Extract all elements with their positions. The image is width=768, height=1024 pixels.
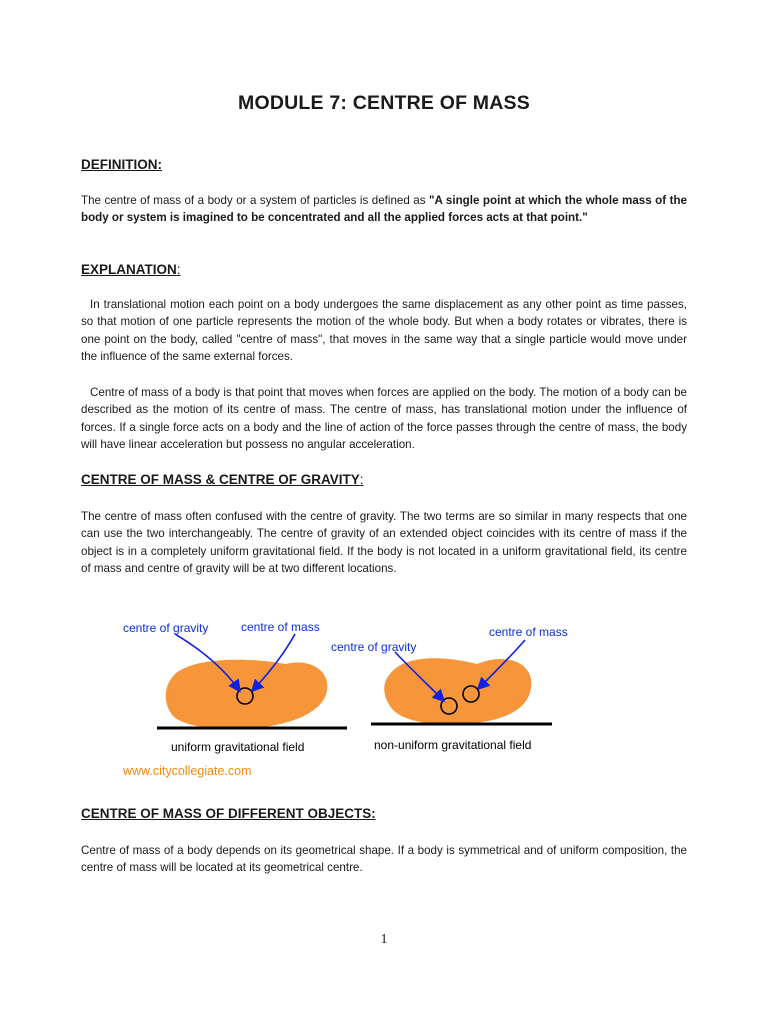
com-cog-paragraph: The centre of mass often confused with the centre of gravity. The two terms are so similar in many respects that one can use the two interchangeably. The centre of gravity of an extended object coincides with its centre of mass if the object is in a completely uniform gravitational field. If the body is not located in a uniform gravitational field, its centre of mass and centre of gravity will be at two different locations. bbox=[81, 510, 687, 576]
right-body-blob bbox=[384, 658, 531, 724]
different-objects-heading: CENTRE OF MASS OF DIFFERENT OBJECTS: bbox=[81, 806, 376, 821]
right-caption: non-uniform gravitational field bbox=[374, 738, 532, 752]
explanation-heading-colon: : bbox=[176, 262, 181, 277]
different-objects-paragraph: Centre of mass of a body depends on its geometrical shape. If a body is symmetrical and of uniform composition, the centre of mass will be located at its geometrical centre. bbox=[81, 844, 687, 875]
left-cog-label: centre of gravity bbox=[123, 621, 209, 635]
left-com-label: centre of mass bbox=[241, 620, 320, 634]
right-com-label: centre of mass bbox=[489, 625, 568, 639]
page-number: 1 bbox=[380, 932, 388, 947]
definition-bold-text: "A single point at which the whole mass of the body or system is imagined to be concentrated and all the applied forces acts at that point." bbox=[81, 194, 687, 225]
definition-paragraph bbox=[81, 192, 687, 227]
left-caption: uniform gravitational field bbox=[171, 740, 305, 754]
explanation-paragraph-1: In translational motion each point on a body undergoes the same displacement as any other point as time passes, so that motion of one particle represents the motion of the whole body. But when a body rotates or vibrates, there is one point on the body, called "centre of mass", that moves in the same way that a single particle would move under the influence of the same external forces. bbox=[81, 298, 687, 364]
source-url: www.citycollegiate.com bbox=[123, 764, 252, 778]
com-cog-diagram bbox=[105, 612, 595, 784]
com-cog-heading bbox=[81, 472, 364, 487]
page-title: MODULE 7: CENTRE OF MASS bbox=[238, 92, 530, 114]
explanation-paragraph-2: Centre of mass of a body is that point that moves when forces are applied on the body. The motion of a body can be described as the motion of its centre of mass. The centre of mass, has translational motion under the influence of forces. If a single force acts on a body and the line of action of the force passes through the centre of mass, the body will have linear acceleration but possess no angular acceleration. bbox=[81, 386, 687, 452]
com-cog-heading-colon: : bbox=[359, 472, 364, 487]
right-cog-label: centre of gravity bbox=[331, 640, 417, 654]
com-cog-heading-text: CENTRE OF MASS & CENTRE OF GRAVITY bbox=[81, 472, 360, 487]
definition-heading: DEFINITION: bbox=[81, 157, 162, 172]
left-body-blob bbox=[166, 660, 328, 729]
explanation-heading bbox=[81, 262, 181, 277]
definition-text: The centre of mass of a body or a system of particles is defined as bbox=[81, 194, 429, 207]
explanation-heading-text: EXPLANATION bbox=[81, 262, 177, 277]
